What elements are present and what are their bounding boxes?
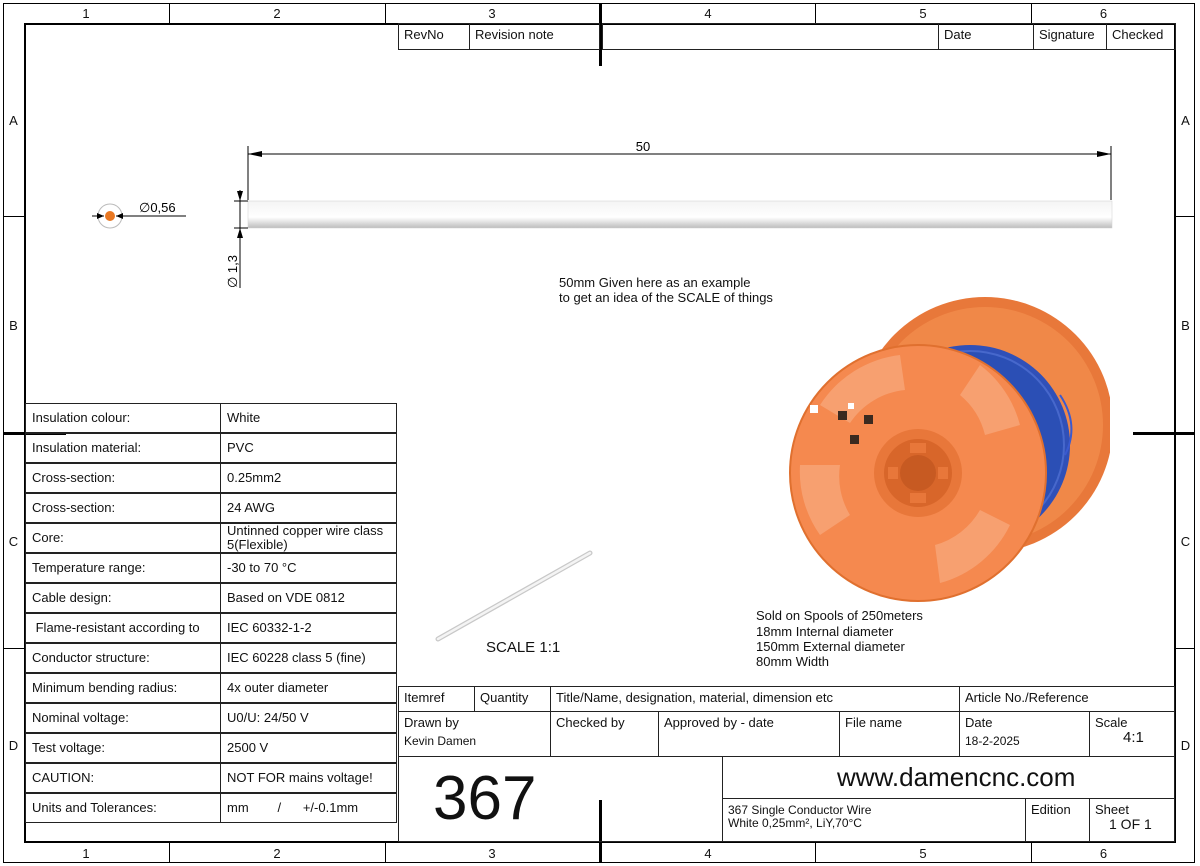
zone-label-left-d: D [8, 738, 19, 753]
wire-scale-sample [430, 545, 600, 645]
spec-label: Cross-section: [25, 493, 221, 523]
spec-row [25, 403, 397, 433]
spec-row [25, 583, 397, 613]
scale-1-1-label: SCALE 1:1 [486, 639, 561, 656]
zone-label-right-b: B [1181, 318, 1190, 333]
spec-value: IEC 60228 class 5 (fine) [220, 643, 397, 673]
description-cell [722, 798, 1026, 842]
spool-illustration [780, 295, 1110, 610]
zone-label-bottom-5: 5 [919, 846, 927, 861]
spool-note-line2: 18mm Internal diameter [756, 624, 894, 639]
part-number: 367 [433, 764, 537, 833]
spec-value: White [220, 403, 397, 433]
spec-value: mm / +/-0.1mm [220, 793, 397, 823]
zone-label-top-2: 2 [273, 6, 281, 21]
zone-label-bottom-4: 4 [704, 846, 712, 861]
zone-label-top-5: 5 [919, 6, 927, 21]
spec-label: Cable design: [25, 583, 221, 613]
zone-label-right-c: C [1180, 534, 1191, 549]
drawn-by-label: Drawn by [404, 715, 459, 730]
spec-value: -30 to 70 °C [220, 553, 397, 583]
spec-value: 4x outer diameter [220, 673, 397, 703]
spec-row [25, 703, 397, 733]
spec-value: Untinned copper wire class 5(Flexible) [220, 523, 397, 553]
checked-by-cell [550, 711, 659, 757]
revision-header-signature: Signature [1033, 23, 1107, 50]
spec-label: Conductor structure: [25, 643, 221, 673]
zone-label-right-d: D [1180, 738, 1191, 753]
zone-label-top-3: 3 [488, 6, 496, 21]
approved-by-label: Approved by - date [664, 715, 774, 730]
spec-row [25, 763, 397, 793]
spec-row [25, 673, 397, 703]
spool-note-line3: 150mm External diameter [756, 639, 905, 654]
zone-label-top-4: 4 [704, 6, 712, 21]
edition-cell [1025, 798, 1090, 842]
spec-row [25, 523, 397, 553]
date-value: 18-2-2025 [965, 734, 1020, 748]
revision-header-checked: Checked [1106, 23, 1176, 50]
scale-value: 4:1 [1123, 729, 1144, 746]
approved-by-cell [658, 711, 840, 757]
spec-row [25, 613, 397, 643]
spec-label: Insulation colour: [25, 403, 221, 433]
zone-label-right-a: A [1181, 113, 1190, 128]
itemref-header: Itemref [398, 686, 475, 712]
description-line1: 367 Single Conductor Wire [728, 803, 872, 817]
checked-by-label: Checked by [556, 715, 625, 730]
spec-value: NOT FOR mains voltage! [220, 763, 397, 793]
sheet-label: Sheet [1095, 802, 1129, 817]
sheet-cell [1089, 798, 1175, 842]
spec-row [25, 643, 397, 673]
spec-value: U0/U: 24/50 V [220, 703, 397, 733]
spec-row [25, 553, 397, 583]
spec-label: Units and Tolerances: [25, 793, 221, 823]
file-name-cell [839, 711, 960, 757]
scale-cell [1089, 711, 1175, 757]
scale-label: Scale [1095, 715, 1128, 730]
website-text: www.damencnc.com [837, 762, 1076, 792]
zone-label-top-6: 6 [1099, 6, 1108, 21]
spec-label: Insulation material: [25, 433, 221, 463]
wire-side-view [248, 201, 1112, 228]
wire-cross-section [92, 200, 186, 228]
spool-note-line1: Sold on Spools of 250meters [756, 608, 923, 623]
spec-row [25, 433, 397, 463]
spec-label: Cross-section: [25, 463, 221, 493]
spec-value: IEC 60332-1-2 [220, 613, 397, 643]
zone-label-bottom-1: 1 [82, 846, 90, 861]
spec-label: Minimum bending radius: [25, 673, 221, 703]
spec-row [25, 493, 397, 523]
date-label: Date [965, 715, 993, 730]
spec-label: CAUTION: [25, 763, 221, 793]
scale-note-line2: to get an idea of the SCALE of things [559, 290, 773, 305]
file-name-label: File name [845, 715, 903, 730]
revision-header-revno: RevNo [398, 23, 470, 50]
revision-header-date: Date [938, 23, 1034, 50]
spec-label: Temperature range: [25, 553, 221, 583]
scale-note-line1: 50mm Given here as an example [559, 275, 751, 290]
core-diameter-label: ∅0,56 [139, 200, 176, 215]
spec-label: Test voltage: [25, 733, 221, 763]
spool-note-line4: 80mm Width [756, 654, 829, 669]
spec-value: Based on VDE 0812 [220, 583, 397, 613]
description-line2: White 0,25mm², LiY,70°C [728, 816, 862, 830]
sheet-value: 1 OF 1 [1109, 816, 1152, 832]
drawn-by-value: Kevin Damen [404, 734, 477, 748]
spec-row [25, 793, 397, 823]
spec-label: Flame-resistant according to [25, 613, 221, 643]
date-cell [959, 711, 1090, 757]
spec-row [25, 463, 397, 493]
outer-diameter-label: ∅ 1,3 [225, 254, 240, 288]
spec-value: 24 AWG [220, 493, 397, 523]
zone-label-left-c: C [8, 534, 19, 549]
spec-value: PVC [220, 433, 397, 463]
length-dimension [248, 139, 1111, 200]
quantity-header: Quantity [474, 686, 551, 712]
spec-label: Nominal voltage: [25, 703, 221, 733]
zone-label-left-a: A [9, 113, 18, 128]
zone-label-bottom-3: 3 [488, 846, 496, 861]
article-header: Article No./Reference [959, 686, 1175, 712]
title-header: Title/Name, designation, material, dimension etc [550, 686, 960, 712]
edition-label: Edition [1031, 802, 1071, 817]
revision-header-note: Revision note [469, 23, 600, 50]
spec-row [25, 733, 397, 763]
spec-label: Core: [25, 523, 221, 553]
zone-label-top-1: 1 [82, 6, 90, 21]
drawn-by-cell [398, 711, 551, 757]
spec-value: 0.25mm2 [220, 463, 397, 493]
zone-label-bottom-2: 2 [273, 846, 281, 861]
length-dimension-label: 50 [635, 139, 651, 154]
outer-diameter-dimension [225, 190, 248, 288]
zone-label-left-b: B [9, 318, 18, 333]
spec-value: 2500 V [220, 733, 397, 763]
zone-label-bottom-6: 6 [1099, 846, 1108, 861]
